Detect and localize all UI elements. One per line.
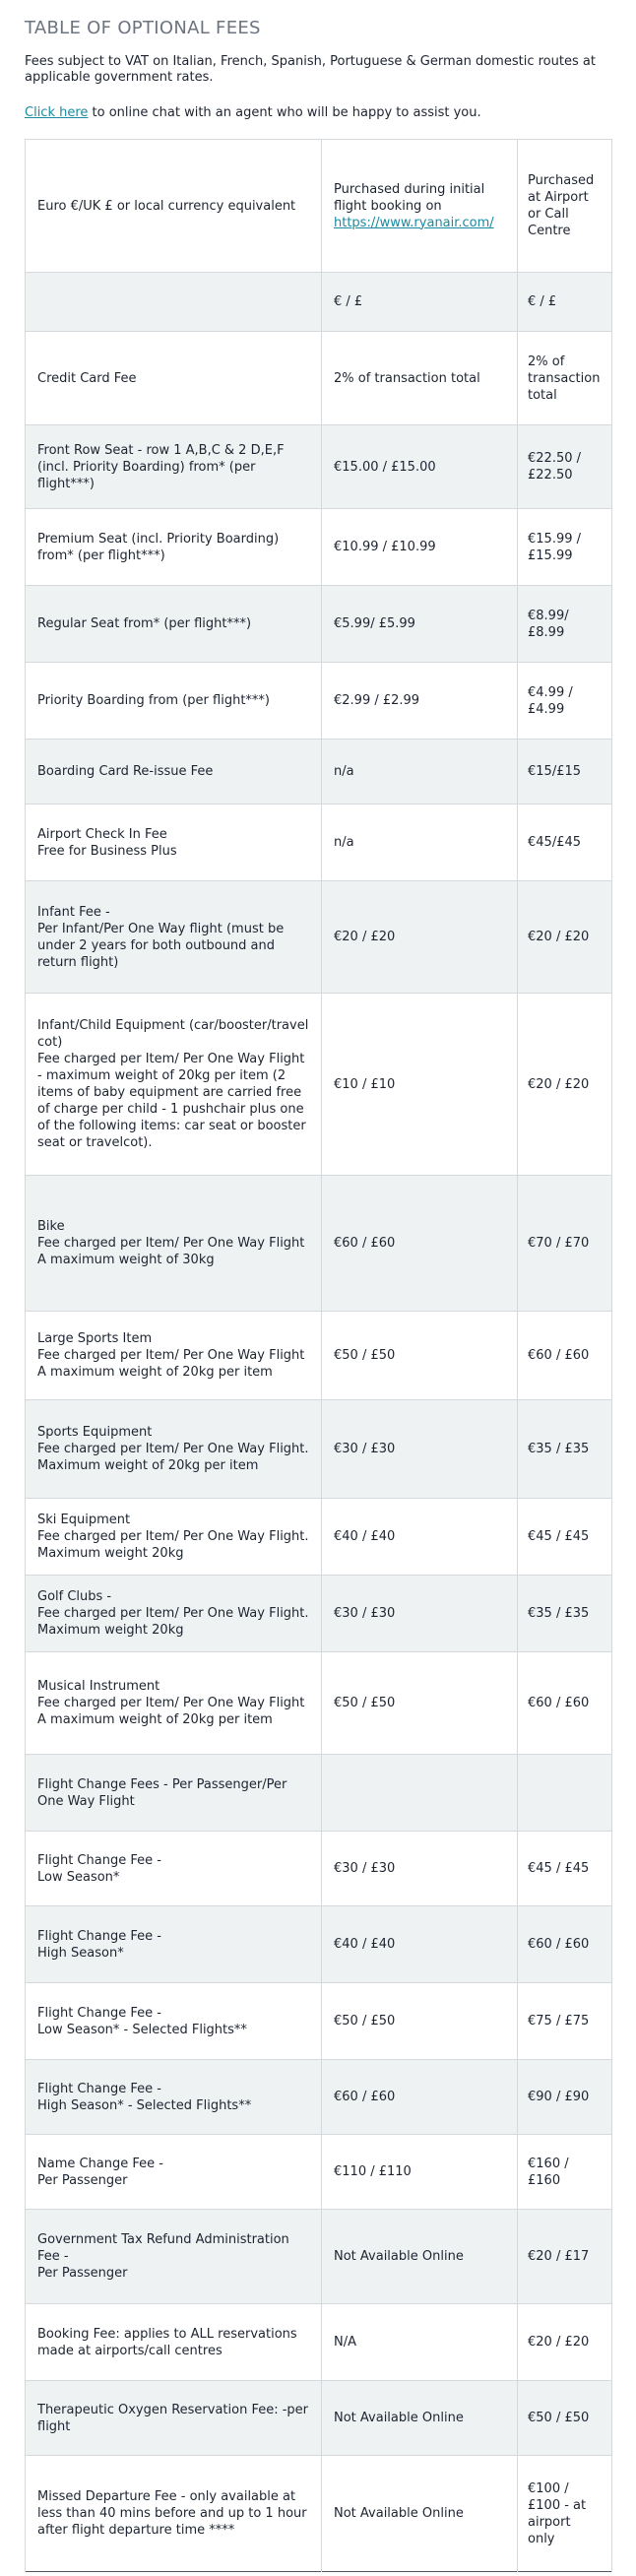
table-row xyxy=(26,1576,612,1652)
table-row xyxy=(26,1312,612,1400)
table-row xyxy=(26,509,612,586)
fee-description-line: Infant Fee - xyxy=(37,904,110,920)
fee-airport: €100 / £100 - at airport only xyxy=(518,2456,612,2572)
table-row xyxy=(26,1176,612,1312)
fee-online: €20 / £20 xyxy=(322,881,518,994)
fee-description-line: Airport Check In Fee xyxy=(37,826,167,842)
table-row xyxy=(26,1983,612,2060)
fee-airport: €160 / £160 xyxy=(518,2135,612,2210)
fee-airport: €20 / £20 xyxy=(518,994,612,1176)
fee-online: €50 / £50 xyxy=(322,1312,518,1400)
table-row xyxy=(26,1499,612,1576)
header-online-text: Purchased during initial flight booking on xyxy=(334,181,485,214)
table-row xyxy=(26,586,612,663)
fee-description-line: Credit Card Fee xyxy=(37,370,137,386)
fee-description-line: Fee charged per Item/ Per One Way Flight. Maximum weight of 20kg per item xyxy=(37,1442,309,1473)
fee-online: €2.99 / £2.99 xyxy=(322,663,518,740)
fee-description-line: Fee charged per Item/ Per One Way Flight xyxy=(37,1348,305,1363)
fee-description-line: A maximum weight of 30kg xyxy=(37,1253,215,1267)
table-row xyxy=(26,1832,612,1906)
optional-fees-table xyxy=(25,139,612,2572)
fee-description-line: Bike xyxy=(37,1219,65,1234)
table-row xyxy=(26,805,612,881)
fee-description xyxy=(26,663,322,740)
fee-description-line: Fee charged per Item/ Per One Way Flight. Maximum weight 20kg xyxy=(37,1606,309,1638)
fee-online: €110 / £110 xyxy=(322,2135,518,2210)
fee-online: €30 / £30 xyxy=(322,1576,518,1652)
fee-online: €40 / £40 xyxy=(322,1499,518,1576)
fee-airport: €15.99 / £15.99 xyxy=(518,509,612,586)
fee-airport: €45 / £45 xyxy=(518,1832,612,1906)
table-row xyxy=(26,2456,612,2572)
table-row xyxy=(26,425,612,509)
fee-online: €60 / £60 xyxy=(322,2060,518,2135)
fee-description-line: Flight Change Fee - xyxy=(37,1852,161,1868)
fee-airport: 2% of transaction total xyxy=(518,332,612,425)
fee-online: €5.99/ £5.99 xyxy=(322,586,518,663)
fee-description xyxy=(26,1576,322,1652)
fee-description-line: Missed Departure Fee - only available at less than 40 mins before and up to 1 hour after flight departure time **** xyxy=(37,2489,307,2538)
fee-description-line: Large Sports Item xyxy=(37,1331,153,1346)
fee-description-line: Per Infant/Per One Way flight (must be under 2 years for both outbound and return flight) xyxy=(37,921,285,970)
fee-description-line: Flight Change Fee - xyxy=(37,2081,161,2096)
fee-description xyxy=(26,273,322,332)
table-row xyxy=(26,2135,612,2210)
fee-description xyxy=(26,1755,322,1832)
fee-description-line: Golf Clubs - xyxy=(37,1589,112,1604)
table-row xyxy=(26,2210,612,2304)
fee-airport: €15/£15 xyxy=(518,740,612,805)
fee-description-line: Per Passenger xyxy=(37,2266,128,2281)
fee-description-line: Therapeutic Oxygen Reservation Fee: -per flight xyxy=(37,2402,309,2434)
fee-description-line: Fee charged per Item/ Per One Way Flight xyxy=(37,1236,305,1251)
table-row xyxy=(26,2060,612,2135)
table-row xyxy=(26,663,612,740)
fee-online: Not Available Online xyxy=(322,2381,518,2456)
table-row xyxy=(26,1652,612,1755)
fee-description-line: A maximum weight of 20kg per item xyxy=(37,1365,273,1380)
fee-online: €15.00 / £15.00 xyxy=(322,425,518,509)
fee-airport: €45 / £45 xyxy=(518,1499,612,1576)
fee-description xyxy=(26,740,322,805)
fee-description xyxy=(26,2456,322,2572)
fee-online: € / £ xyxy=(322,273,518,332)
vat-note: Fees subject to VAT on Italian, French, Spanish, Portuguese & German domestic routes at applicable government rates. xyxy=(25,54,596,85)
header-currency: Euro €/UK £ or local currency equivalent xyxy=(26,140,322,273)
fee-airport: €8.99/ £8.99 xyxy=(518,586,612,663)
fee-description-line: Low Season* - Selected Flights** xyxy=(37,2022,247,2037)
fee-description xyxy=(26,2060,322,2135)
fee-description xyxy=(26,509,322,586)
fee-description-line: Free for Business Plus xyxy=(37,843,177,859)
fee-airport: €50 / £50 xyxy=(518,2381,612,2456)
fee-description-line: Priority Boarding from (per flight***) xyxy=(37,693,270,708)
fee-description-line: Front Row Seat - row 1 A,B,C & 2 D,E,F (incl. Priority Boarding) from* (per flight***) xyxy=(37,442,285,491)
fee-description xyxy=(26,994,322,1176)
fee-airport: €60 / £60 xyxy=(518,1312,612,1400)
fee-description-line: Booking Fee: applies to ALL reservations made at airports/call centres xyxy=(37,2326,297,2358)
fee-description-line: Sports Equipment xyxy=(37,1425,153,1440)
fee-online: Not Available Online xyxy=(322,2456,518,2572)
fee-description xyxy=(26,881,322,994)
fee-online xyxy=(322,1755,518,1832)
fee-description-line: Regular Seat from* (per flight***) xyxy=(37,616,252,631)
table-header-row xyxy=(26,140,612,273)
fee-description xyxy=(26,1176,322,1312)
fee-description xyxy=(26,586,322,663)
fee-description xyxy=(26,1400,322,1499)
header-online xyxy=(322,140,518,273)
fee-online: €50 / £50 xyxy=(322,1983,518,2060)
table-row xyxy=(26,1400,612,1499)
fee-description-line: Flight Change Fees - Per Passenger/Per One Way Flight xyxy=(37,1776,287,1809)
table-row xyxy=(26,1755,612,1832)
fee-online: €10.99 / £10.99 xyxy=(322,509,518,586)
fee-description xyxy=(26,1499,322,1576)
fee-description-line: Government Tax Refund Administration Fee - xyxy=(37,2232,289,2264)
fee-airport: €4.99 / £4.99 xyxy=(518,663,612,740)
fee-airport: €70 / £70 xyxy=(518,1176,612,1312)
fee-description xyxy=(26,1312,322,1400)
ryanair-link[interactable]: https://www.ryanair.com/ xyxy=(334,215,494,230)
table-row xyxy=(26,1906,612,1983)
fee-online: €30 / £30 xyxy=(322,1832,518,1906)
fee-online: n/a xyxy=(322,805,518,881)
fee-description xyxy=(26,2381,322,2456)
fee-airport: €35 / £35 xyxy=(518,1576,612,1652)
chat-text: to online chat with an agent who will be happy to assist you. xyxy=(88,105,481,120)
fee-airport: €45/£45 xyxy=(518,805,612,881)
fee-online: €50 / £50 xyxy=(322,1652,518,1755)
fee-airport xyxy=(518,1755,612,1832)
fee-description xyxy=(26,1983,322,2060)
fee-online: 2% of transaction total xyxy=(322,332,518,425)
fee-description xyxy=(26,805,322,881)
fee-description-line: High Season* xyxy=(37,1945,124,1961)
fee-description xyxy=(26,425,322,509)
table-row xyxy=(26,2381,612,2456)
fee-airport: €60 / £60 xyxy=(518,1652,612,1755)
fee-online: €60 / £60 xyxy=(322,1176,518,1312)
fee-description xyxy=(26,2135,322,2210)
fee-description-line: High Season* - Selected Flights** xyxy=(37,2097,252,2113)
fee-airport: €90 / £90 xyxy=(518,2060,612,2135)
fee-description-line: Ski Equipment xyxy=(37,1513,131,1527)
fee-description xyxy=(26,1832,322,1906)
table-row xyxy=(26,332,612,425)
table-row xyxy=(26,994,612,1176)
fee-airport: € / £ xyxy=(518,273,612,332)
fee-airport: €22.50 / £22.50 xyxy=(518,425,612,509)
fee-online: €40 / £40 xyxy=(322,1906,518,1983)
fee-online: Not Available Online xyxy=(322,2210,518,2304)
fee-description-line: Fee charged per Item/ Per One Way Flight. Maximum weight 20kg xyxy=(37,1529,309,1561)
fee-online: €10 / £10 xyxy=(322,994,518,1176)
fee-description xyxy=(26,1906,322,1983)
fee-description-line: Low Season* xyxy=(37,1869,120,1885)
fee-airport: €75 / £75 xyxy=(518,1983,612,2060)
fee-description xyxy=(26,1652,322,1755)
chat-paragraph xyxy=(25,105,611,121)
fee-description xyxy=(26,332,322,425)
fee-airport: €35 / £35 xyxy=(518,1400,612,1499)
fee-description-line: Flight Change Fee - xyxy=(37,2005,161,2021)
fee-description-line: Infant/Child Equipment (car/booster/travel cot) xyxy=(37,1018,309,1050)
fee-airport: €20 / £17 xyxy=(518,2210,612,2304)
fee-description-line: Flight Change Fee - xyxy=(37,1928,161,1944)
table-row xyxy=(26,273,612,332)
table-row xyxy=(26,881,612,994)
fee-description-line: Fee charged per Item/ Per One Way Flight - maximum weight of 20kg per item (2 items of baby equipment are carried free of charge per child - 1 pushchair plus one of the following items: car seat or booster seat or travelcot). xyxy=(37,1052,306,1150)
table-row xyxy=(26,740,612,805)
table-row xyxy=(26,2304,612,2381)
fee-description-line: Boarding Card Re-issue Fee xyxy=(37,764,214,779)
fee-airport: €20 / £20 xyxy=(518,2304,612,2381)
fee-description-line: A maximum weight of 20kg per item xyxy=(37,1712,273,1727)
fee-description-line: Fee charged per Item/ Per One Way Flight xyxy=(37,1696,305,1710)
fee-online: n/a xyxy=(322,740,518,805)
fee-description-line: Name Change Fee - xyxy=(37,2156,163,2171)
fee-description xyxy=(26,2210,322,2304)
fee-description-line: Premium Seat (incl. Priority Boarding) from* (per flight***) xyxy=(37,531,280,563)
fee-airport: €60 / £60 xyxy=(518,1906,612,1983)
chat-link[interactable]: Click here xyxy=(25,105,89,120)
fee-description-line: Musical Instrument xyxy=(37,1679,160,1694)
fee-description xyxy=(26,2304,322,2381)
header-airport: Purchased at Airport or Call Centre xyxy=(518,140,612,273)
fee-airport: €20 / £20 xyxy=(518,881,612,994)
page-title: TABLE OF OPTIONAL FEES xyxy=(25,18,261,38)
fee-online: N/A xyxy=(322,2304,518,2381)
fee-online: €30 / £30 xyxy=(322,1400,518,1499)
fee-description-line: Per Passenger xyxy=(37,2172,128,2188)
